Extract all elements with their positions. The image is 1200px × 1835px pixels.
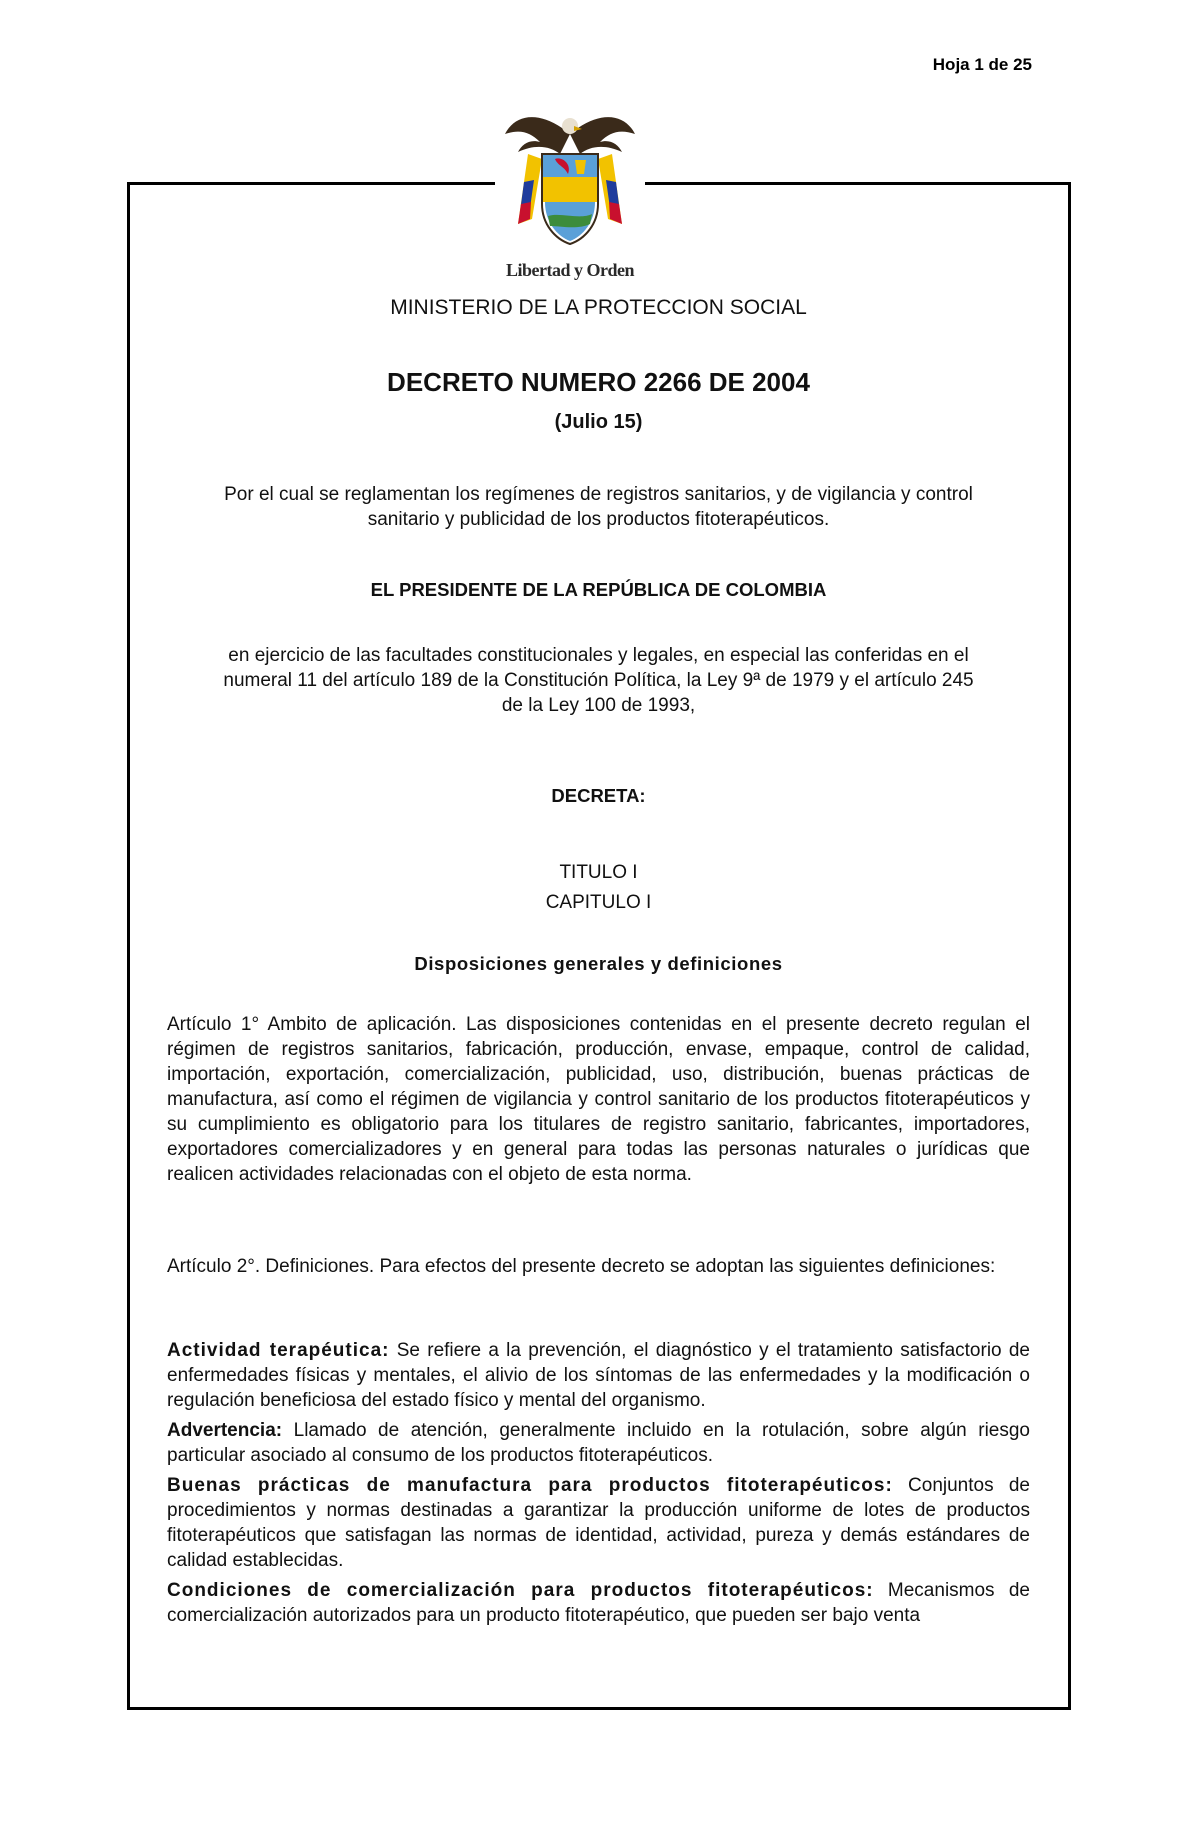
decreta-heading: DECRETA: xyxy=(551,785,646,806)
purpose-line-2: sanitario y publicidad de los productos fitoterapéuticos. xyxy=(367,509,830,530)
chapter-heading: Disposiciones generales y definiciones xyxy=(414,953,783,974)
page-number: Hoja 1 de 25 xyxy=(932,55,1032,74)
definition-term: Actividad terapéutica: xyxy=(167,1340,390,1361)
definition-item xyxy=(167,1418,1030,1468)
powers-line-3: de la Ley 100 de 1993, xyxy=(501,695,696,716)
decree-date: (Julio 15) xyxy=(554,411,643,433)
definition-item xyxy=(167,1338,1030,1413)
powers-line-1: en ejercicio de las facultades constitucionales y legales, en especial las conferidas en el xyxy=(228,645,969,666)
definition-term: Advertencia: xyxy=(167,1420,283,1441)
document-body xyxy=(167,296,1031,1626)
definition-item xyxy=(167,1578,1030,1628)
definitions-list xyxy=(167,1338,1030,1628)
article-2: Artículo 2°. Definiciones. Para efectos del presente decreto se adoptan las siguientes definiciones: xyxy=(167,1256,996,1277)
ministry-heading: MINISTERIO DE LA PROTECCION SOCIAL xyxy=(390,296,807,319)
definition-text: Se refiere a la prevención, el diagnóstico y el tratamiento satisfactorio de enfermedades físicas y mentales, el alivio de los síntomas de las enfermedades y la modificación o regulación beneficiosa del estado físico y mental del organismo. xyxy=(167,1340,1031,1411)
coat-of-arms xyxy=(495,104,645,288)
definition-term: Condiciones de comercialización para productos fitoterapéuticos: xyxy=(167,1580,874,1601)
authority-heading: EL PRESIDENTE DE LA REPÚBLICA DE COLOMBIA xyxy=(370,579,827,600)
titulo-heading: TITULO I xyxy=(559,862,638,883)
powers-line-2: numeral 11 del artículo 189 de la Constitución Política, la Ley 9ª de 1979 y el artículo 245 xyxy=(223,670,974,691)
definition-text: Conjuntos de procedimientos y normas destinadas a garantizar la producción uniforme de lotes de productos fitoterapéuticos que satisfagan las normas de identidad, actividad, pureza y demás estándares de calidad establecidas. xyxy=(167,1475,1030,1571)
definition-item xyxy=(167,1473,1030,1573)
decree-title: DECRETO NUMERO 2266 DE 2004 xyxy=(387,367,810,397)
purpose-line-1: Por el cual se reglamentan los regímenes de registros sanitarios, y de vigilancia y control xyxy=(224,484,973,505)
definition-text: Mecanismos de comercialización autorizados para un producto fitoterapéutico, que pueden ser bajo venta xyxy=(167,1580,1030,1626)
powers-paragraph xyxy=(167,643,1030,718)
capitulo-heading: CAPITULO I xyxy=(545,892,652,913)
definition-text: Llamado de atención, generalmente incluido en la rotulación, sobre algún riesgo particular asociado al consumo de los productos fitoterapéuticos. xyxy=(167,1420,1030,1466)
emblem-motto: Libertad y Orden xyxy=(505,260,634,280)
decree-purpose xyxy=(167,482,1030,532)
definition-term: Buenas prácticas de manufactura para productos fitoterapéuticos: xyxy=(167,1475,893,1496)
coat-of-arms-icon xyxy=(500,104,640,264)
article-1: Artículo 1° Ambito de aplicación. Las disposiciones contenidas en el presente decreto regulan el régimen de registros sanitarios, fabricación, producción, envase, empaque, control de calidad, importación, exportación, comercialización, publicidad, uso, distribución, buenas prácticas de manufactura, así como el régimen de vigilancia y control sanitario de los productos fitoterapéuticos y su cumplimiento es obligatorio para los titulares de registro sanitario, fabricantes, importadores, exportadores comercializadores y en general para todas las personas naturales o jurídicas que realicen actividades relacionadas con el objeto de esta norma. xyxy=(167,1014,1030,1185)
